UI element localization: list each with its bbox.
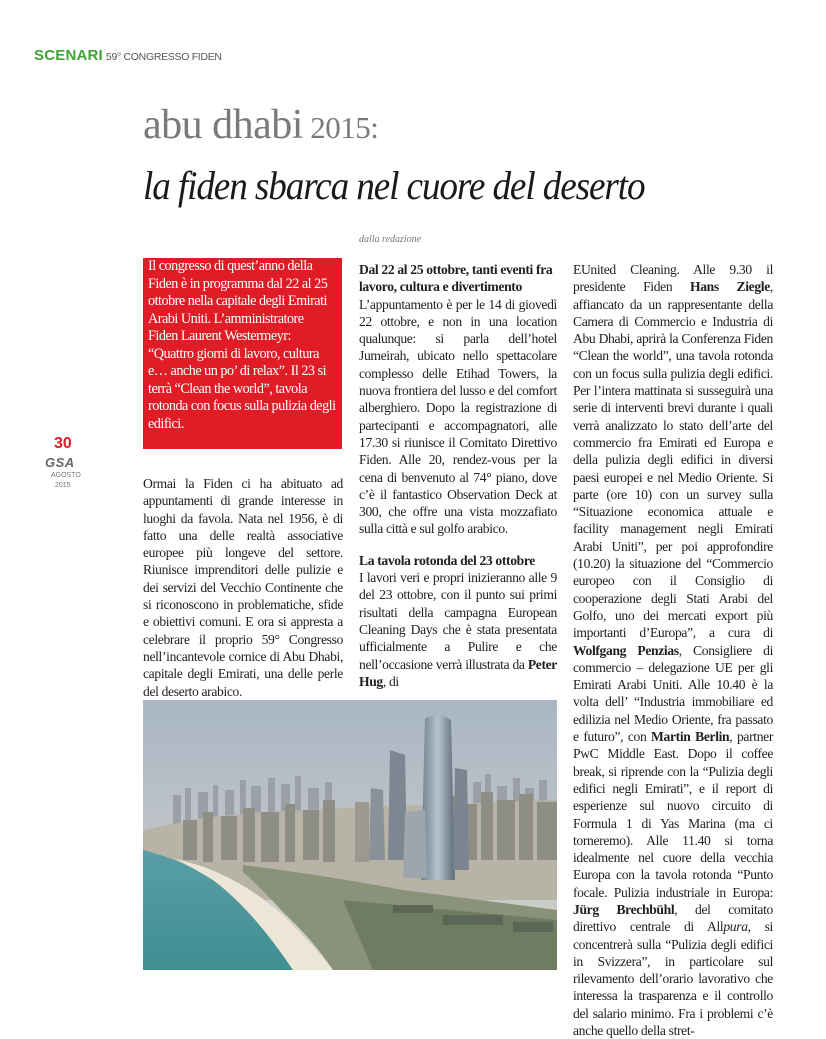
body-column-2: [359, 261, 557, 690]
schedule-paragraph: L’appuntamento è per le 14 di giovedì 22 ottobre, e non in una location qualunque: si parla dell’hotel Jumeirah, ubicato nello spettacolare complesso delle Etihad Towers, la nuova frontiera del lusso e del comfort alberghiero. Dopo la registrazione di partecipanti e accompagnatori, alle 17.30 si riunisce il Comitato Direttivo Fiden. Alle 20, rendez-vous per la cena di benvenuto al 74° piano, dove c’è il fantastico Observation Deck at 300, che offre una vista mozzafiato sulla città e sul golfo arabico.: [359, 296, 557, 537]
body-column-1: [143, 475, 343, 700]
roundtable-paragraph: I lavori veri e propri inizieranno alle 9 del 23 ottobre, con il punto sui primi risultati della campagna European Cleaning Days che è stata presentata ufficialmente a Pulire e che nell’occasione verrà illustrata da Peter Hug, di: [359, 570, 557, 689]
section-header: [34, 47, 222, 65]
subheading-roundtable: La tavola rotonda del 23 ottobre: [359, 552, 535, 568]
headline-year: 2015:: [302, 110, 379, 145]
speaker-name: Jürg Brechbühl: [573, 901, 675, 917]
magazine-logo: GSA: [45, 455, 75, 470]
issue-year: 2015: [55, 482, 71, 489]
byline: dalla redazione: [359, 234, 422, 245]
subheading-schedule: Dal 22 al 25 ottobre, tanti eventi fra lavoro, cultura e divertimento: [359, 262, 553, 295]
body-column-3: [573, 261, 773, 1039]
headline-place: abu dhabi: [143, 102, 303, 148]
abu-dhabi-skyline-photo: [143, 700, 557, 970]
speaker-name: Martin Berlin: [651, 729, 730, 745]
speaker-name: Wolfgang Penzias: [573, 642, 679, 658]
intro-paragraph: Ormai la Fiden ci ha abituato ad appuntamenti di grande interesse in luoghi da favola. Nata nel 1956, è di fatto una delle realtà associative europee più longeve del settore. Riunisce imprenditori delle pulizie e dei servizi del Vecchio Continente che si riconoscono in problematiche, sfide e obiettivi comuni. E ora si appresta a celebrare il proprio 59° Congresso nell’incantevole cornice di Abu Dhabi, capitale degli Emirati, una delle perle del deserto arabico.: [143, 476, 343, 699]
subsection-label: 59° CONGRESSO FIDEN: [105, 51, 222, 63]
speaker-name: Hans Ziegle: [690, 279, 770, 295]
speaker-name: Peter Hug: [359, 656, 557, 689]
headline-line1: [143, 104, 378, 146]
headline-line2: la fiden sbarca nel cuore del deserto: [143, 163, 645, 208]
page-number: 30: [54, 435, 72, 452]
red-callout-box: Il congresso di quest’anno della Fiden è in programma dal 22 al 25 ottobre nella capitale degli Emirati Arabi Uniti. L’amministratore Fiden Laurent Westermeyr: “Quattro giorni di lavoro, cultura e… anche un po’ di relax”. Il 23 si terrà “Clean the world”, tavola rotonda con focus sulla pulizia degli edifici.: [143, 258, 342, 449]
conference-paragraph: EUnited Cleaning. Alle 9.30 il presidente Fiden Hans Ziegle, affiancato da un rappresentante della Camera di Commercio e Industria di Abu Dhabi, aprirà la Conferenza Fiden “Clean the world”, una tavola rotonda con un focus sulla pulizia degli edifici. Per l’intera mattinata si susseguirà una serie di interventi brevi durante i quali verrà analizzato lo stato dell’arte del commercio fra Emirati ed Europa e della pulizia degli edifici in diversi paesi europei e nel Medio Oriente. Si parte (ore 10) con un survey sulla “Situazione economica attuale e facility management negli Emirati Arabi Uniti”, per poi approfondire (10.20) la situazione del “Commercio europeo con il Consiglio di cooperazione degli Stati Arabi del Golfo, uno dei mercati export più importanti d’Europa”, a cura di Wolfgang Penzias, Consigliere di commercio – delegazione UE per gli Emirati Arabi Uniti. Alle 10.40 è la volta dell’ “Industria immobiliare ed edilizia nel Medio Oriente, fra passato e futuro”, con Martin Berlin, partner PwC Middle East. Dopo il coffee break, si riprende con la “Pulizia degli edifici negli Emirati”, e il report di esperienze sul nuovo circuito di Formula 1 di Yas Marina (ma ci torneremo). Alle 11.40 si torna idealmente nel cuore della vecchia Europa con la tavola rotonda “Punto focale. Pulizia industriale in Europa: Jürg Brechbühl, del comitato direttivo centrale di Allpura, si concentrerà sulla “Pulizia degli edifici in Svizzera”, in particolare sul rilevamento dell’orario lavorativo che interessa la trasparenza e il controllo del salario minimo. Fra i problemi c’è anche quello della stret-: [573, 262, 773, 1039]
issue-month: AGOSTO: [51, 472, 81, 479]
section-label: SCENARI: [34, 47, 103, 64]
